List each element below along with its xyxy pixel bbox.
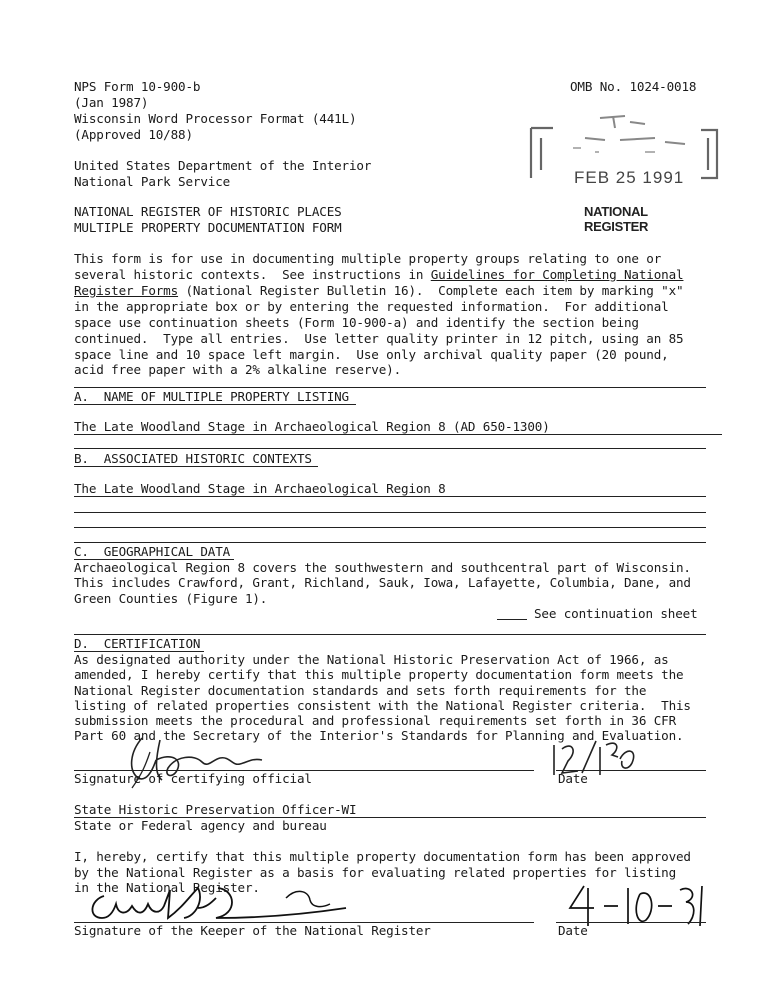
instructions-line-4: in the appropriate box or by entering the requested information. For additional [74, 299, 669, 314]
section-c-heading: C. GEOGRAPHICAL DATA [74, 544, 231, 559]
instructions-line-7: space line and 10 space left margin. Use only archival quality paper (20 pound, [74, 347, 669, 362]
section-divider [74, 387, 706, 388]
stamp-register: REGISTER [584, 219, 649, 234]
cert-line-6: Part 60 and the Secretary of the Interior's Standards for Planning and Evaluation. [74, 728, 684, 743]
date-label: Date [558, 771, 588, 786]
instructions-line-2: several historic contexts. See instructions in Guidelines for Completing National [74, 267, 684, 282]
section-b-heading: B. ASSOCIATED HISTORIC CONTEXTS [74, 451, 312, 466]
instructions-line-3: Register Forms (National Register Bulletin 16). Complete each item by marking "x" [74, 283, 684, 298]
instructions-line-5: space use continuation sheets (Form 10-900-a) and identify the section being [74, 315, 639, 330]
agency-service: National Park Service [74, 174, 231, 189]
instructions-line-6: continued. Type all entries. Use letter quality printer in 12 pitch, using an 85 [74, 331, 684, 346]
instructions-line-1: This form is for use in documenting multiple property groups relating to one or [74, 251, 662, 266]
guidelines-reference-cont: Register Forms [74, 283, 179, 298]
field-line [74, 496, 706, 497]
field-line [74, 512, 706, 513]
field-line [74, 434, 722, 435]
guidelines-reference: Guidelines for Completing National [430, 267, 684, 282]
cert-line-4: listing of related properties consistent with the National Register criteria. This [74, 698, 691, 713]
section-d-heading: D. CERTIFICATION [74, 636, 201, 651]
geo-line-3: Green Counties (Figure 1). [74, 591, 268, 606]
keeper-signature-label: Signature of the Keeper of the National Register [74, 923, 431, 938]
section-divider [74, 634, 706, 635]
cert-line-2: amended, I hereby certify that this multiple property documentation form meets the [74, 667, 684, 682]
stamp-national: NATIONAL [584, 204, 648, 219]
cert-line-1: As designated authority under the National Historic Preservation Act of 1966, as [74, 652, 669, 667]
agency-label: State or Federal agency and bureau [74, 818, 327, 833]
cert-line-5: submission meets the procedural and professional requirements set forth in 36 CFR [74, 713, 676, 728]
approval-line-1: I, hereby, certify that this multiple property documentation form has been approved [74, 849, 691, 864]
historic-context: The Late Woodland Stage in Archaeological Region 8 [74, 481, 446, 496]
continuation-checkbox-line [497, 619, 527, 620]
approval-line-2: by the National Register as a basis for evaluating related properties for listing [74, 865, 676, 880]
heading-underline [74, 404, 356, 405]
form-title-1: NATIONAL REGISTER OF HISTORIC PLACES [74, 204, 342, 219]
agency-name: State Historic Preservation Officer-WI [74, 802, 357, 817]
geo-line-1: Archaeological Region 8 covers the southwestern and southcentral part of Wisconsin. [74, 560, 691, 575]
instructions-line-8: acid free paper with a 2% alkaline reserve). [74, 362, 402, 377]
field-line [74, 527, 706, 528]
section-a-heading: A. NAME OF MULTIPLE PROPERTY LISTING [74, 389, 349, 404]
geo-line-2: This includes Crawford, Grant, Richland, Sauk, Iowa, Lafayette, Columbia, Dane, and [74, 575, 691, 590]
form-title-2: MULTIPLE PROPERTY DOCUMENTATION FORM [74, 220, 342, 235]
continuation-sheet-label: See continuation sheet [534, 606, 698, 621]
signature-label: Signature of certifying official [74, 771, 312, 786]
multiple-property-name: The Late Woodland Stage in Archaeological Region 8 (AD 650-1300) [74, 419, 550, 434]
section-divider [74, 448, 706, 449]
cert-line-3: National Register documentation standards and sets forth requirements for the [74, 683, 647, 698]
approval-line-3: in the National Register. [74, 880, 260, 895]
department: United States Department of the Interior [74, 158, 372, 173]
keeper-signature [86, 878, 366, 926]
form-approved: (Approved 10/88) [74, 127, 193, 142]
keeper-date-label: Date [558, 923, 588, 938]
section-divider [74, 542, 706, 543]
form-format: Wisconsin Word Processor Format (441L) [74, 111, 357, 126]
form-date: (Jan 1987) [74, 95, 149, 110]
form-number: NPS Form 10-900-b [74, 79, 201, 94]
received-date-stamp: FEB 25 1991 [574, 168, 685, 187]
heading-underline [74, 466, 318, 467]
omb-number: OMB No. 1024-0018 [570, 79, 697, 94]
